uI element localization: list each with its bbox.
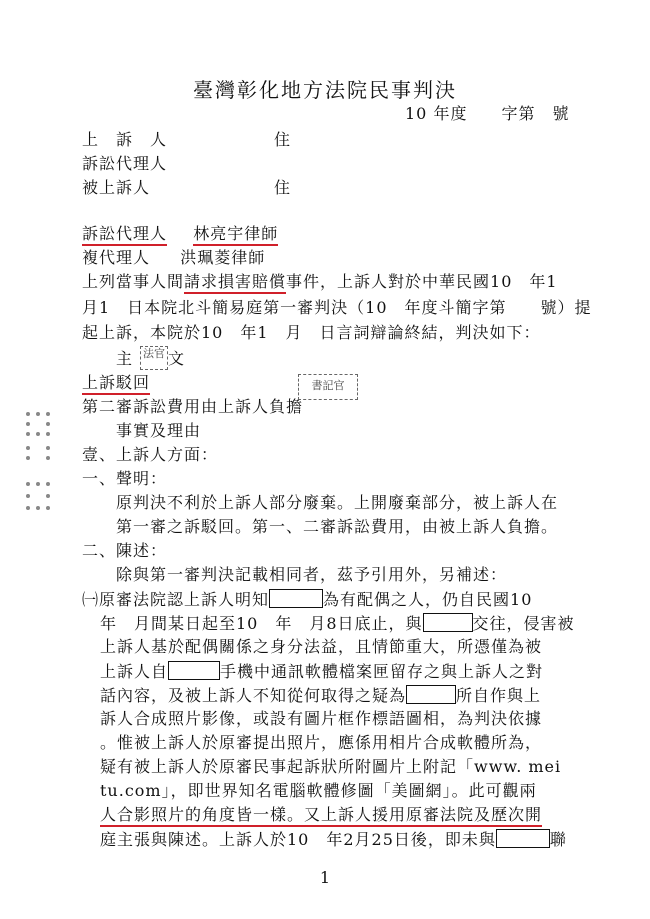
binding-hole [46, 412, 50, 416]
sub-rep-role: 複代理人 [82, 248, 151, 267]
binding-hole [36, 506, 40, 510]
binding-hole [26, 506, 30, 510]
para-1-line-3: 起上訴，本院於10 年1 月 日言詞辯論終結，判決如下： [82, 323, 541, 342]
sub-rep-line [82, 248, 265, 268]
heading-zhu: 主 [116, 349, 134, 368]
binding-hole [46, 446, 50, 450]
redaction-box [168, 661, 220, 680]
subsection-1: 一、聲明： [82, 469, 168, 488]
item-line-7: 。惟被上訴人於原審提出照片，應係用相片合成軟體所為， [100, 733, 543, 752]
clerk-stamp-text: 書記官 [311, 379, 345, 392]
redaction-box [423, 613, 473, 632]
text-span: 聯 [549, 830, 567, 849]
ruling-2: 第二審訴訟費用由上訴人負擔 [82, 397, 304, 416]
statement-intro: 除與第一審判決記載相同者，茲予引用外，另補述： [116, 565, 508, 584]
ruling-1-text: 上訴駁回 [82, 373, 150, 395]
case-number: 10 年度 字第 號 [405, 104, 570, 123]
binding-hole [26, 446, 30, 450]
item-line-8: 疑有被上訴人於原審民事起訴狀所附圖片上附記「www. mei [100, 757, 562, 776]
binding-hole [26, 422, 30, 426]
party-role-counsel: 訴訟代理人 [82, 154, 168, 173]
party-addr-appellant: 住 [274, 130, 292, 149]
rep-name: 林亮宇律師 [193, 224, 278, 246]
claim-text-2: 第一審之訴駁回。第一、二審訴訟費用，由被上訴人負擔。 [116, 517, 559, 536]
para-1-line-1 [82, 272, 558, 292]
redaction-box [496, 829, 550, 848]
text-span: ㈠原審法院認上訴人明知 [82, 590, 270, 609]
text-span: 年 月間某日起至10 年 月8日底止，與 [100, 614, 423, 633]
binding-hole [26, 494, 30, 498]
redaction-box [269, 589, 323, 608]
subsection-2: 二、陳述： [82, 541, 168, 560]
item-line-11 [100, 829, 567, 850]
binding-hole [36, 432, 40, 436]
binding-hole [46, 494, 50, 498]
item-line-2 [100, 613, 575, 634]
page-number: 1 [319, 868, 331, 887]
text-span: 上列當事人間 [82, 272, 185, 291]
party-role-appellee: 被上訴人 [82, 178, 151, 197]
item-line-6: 訴人合成照片影像，或設有圖片框作標語圖相，為判決依據 [100, 709, 543, 728]
text-span: 為有配偶之人，仍自民國10 [323, 590, 533, 609]
judge-stamp [140, 346, 168, 370]
item-line-5 [100, 685, 541, 706]
text-span: 所自作與上 [456, 686, 542, 705]
ruling-1 [82, 373, 150, 393]
text-span: 話內容，及被上訴人不知從何取得之疑為 [100, 686, 407, 705]
binding-hole [26, 482, 30, 486]
item-line-3: 上訴人基於配偶關係之身分法益，且情節重大，所憑僅為被 [100, 637, 543, 656]
text-span: 手機中通訊軟體檔案匣留存之與上訴人之對 [220, 662, 544, 681]
clerk-stamp [298, 374, 358, 400]
rep-role: 訴訟代理人 [82, 224, 167, 246]
binding-hole [46, 422, 50, 426]
binding-hole [26, 432, 30, 436]
para-1-line-2: 月1 日本院北斗簡易庭第一審判決（10 年度斗簡字第 號）提 [82, 298, 592, 317]
party-role-appellant: 上 訴 人 [82, 130, 168, 149]
binding-hole [46, 432, 50, 436]
heading-wen: 文 [168, 349, 186, 368]
judge-stamp-text: 法官 [143, 347, 165, 360]
binding-hole [26, 456, 30, 460]
text-span: 上訴人自 [100, 662, 169, 681]
text-span: 人合影照片的角度皆一樣。又上訴人援用原審法院及歷次開 [100, 805, 542, 827]
text-span: 交往，侵害被 [472, 614, 575, 633]
item-line-10 [100, 805, 542, 825]
section-1-heading: 壹、上訴人方面： [82, 445, 219, 464]
item-line-4 [100, 661, 543, 682]
binding-hole [46, 456, 50, 460]
text-span: 事件，上訴人對於中華民國10 年1 [286, 272, 558, 291]
document-title: 臺灣彰化地方法院民事判決 [193, 78, 457, 102]
redaction-box [406, 685, 456, 704]
binding-hole [36, 482, 40, 486]
item-line-9: tu.com」，即世界知名電腦軟體修圖「美圖網」。此可觀兩 [100, 781, 537, 800]
binding-hole [46, 482, 50, 486]
sub-rep-name: 洪珮菱律師 [180, 248, 266, 267]
facts-heading: 事實及理由 [116, 421, 202, 440]
text-span: 庭主張與陳述。上訴人於10 年2月25日後，即未與 [100, 830, 496, 849]
binding-hole [46, 506, 50, 510]
binding-hole [36, 412, 40, 416]
item-line-1 [82, 589, 532, 610]
claim-text-1: 原判決不利於上訴人部分廢棄。上開廢棄部分，被上訴人在 [116, 493, 559, 512]
binding-holes [26, 412, 66, 522]
claim-name: 請求損害賠償 [184, 272, 286, 294]
rep-line [82, 224, 278, 244]
binding-hole [26, 412, 30, 416]
party-addr-appellee: 住 [274, 178, 292, 197]
